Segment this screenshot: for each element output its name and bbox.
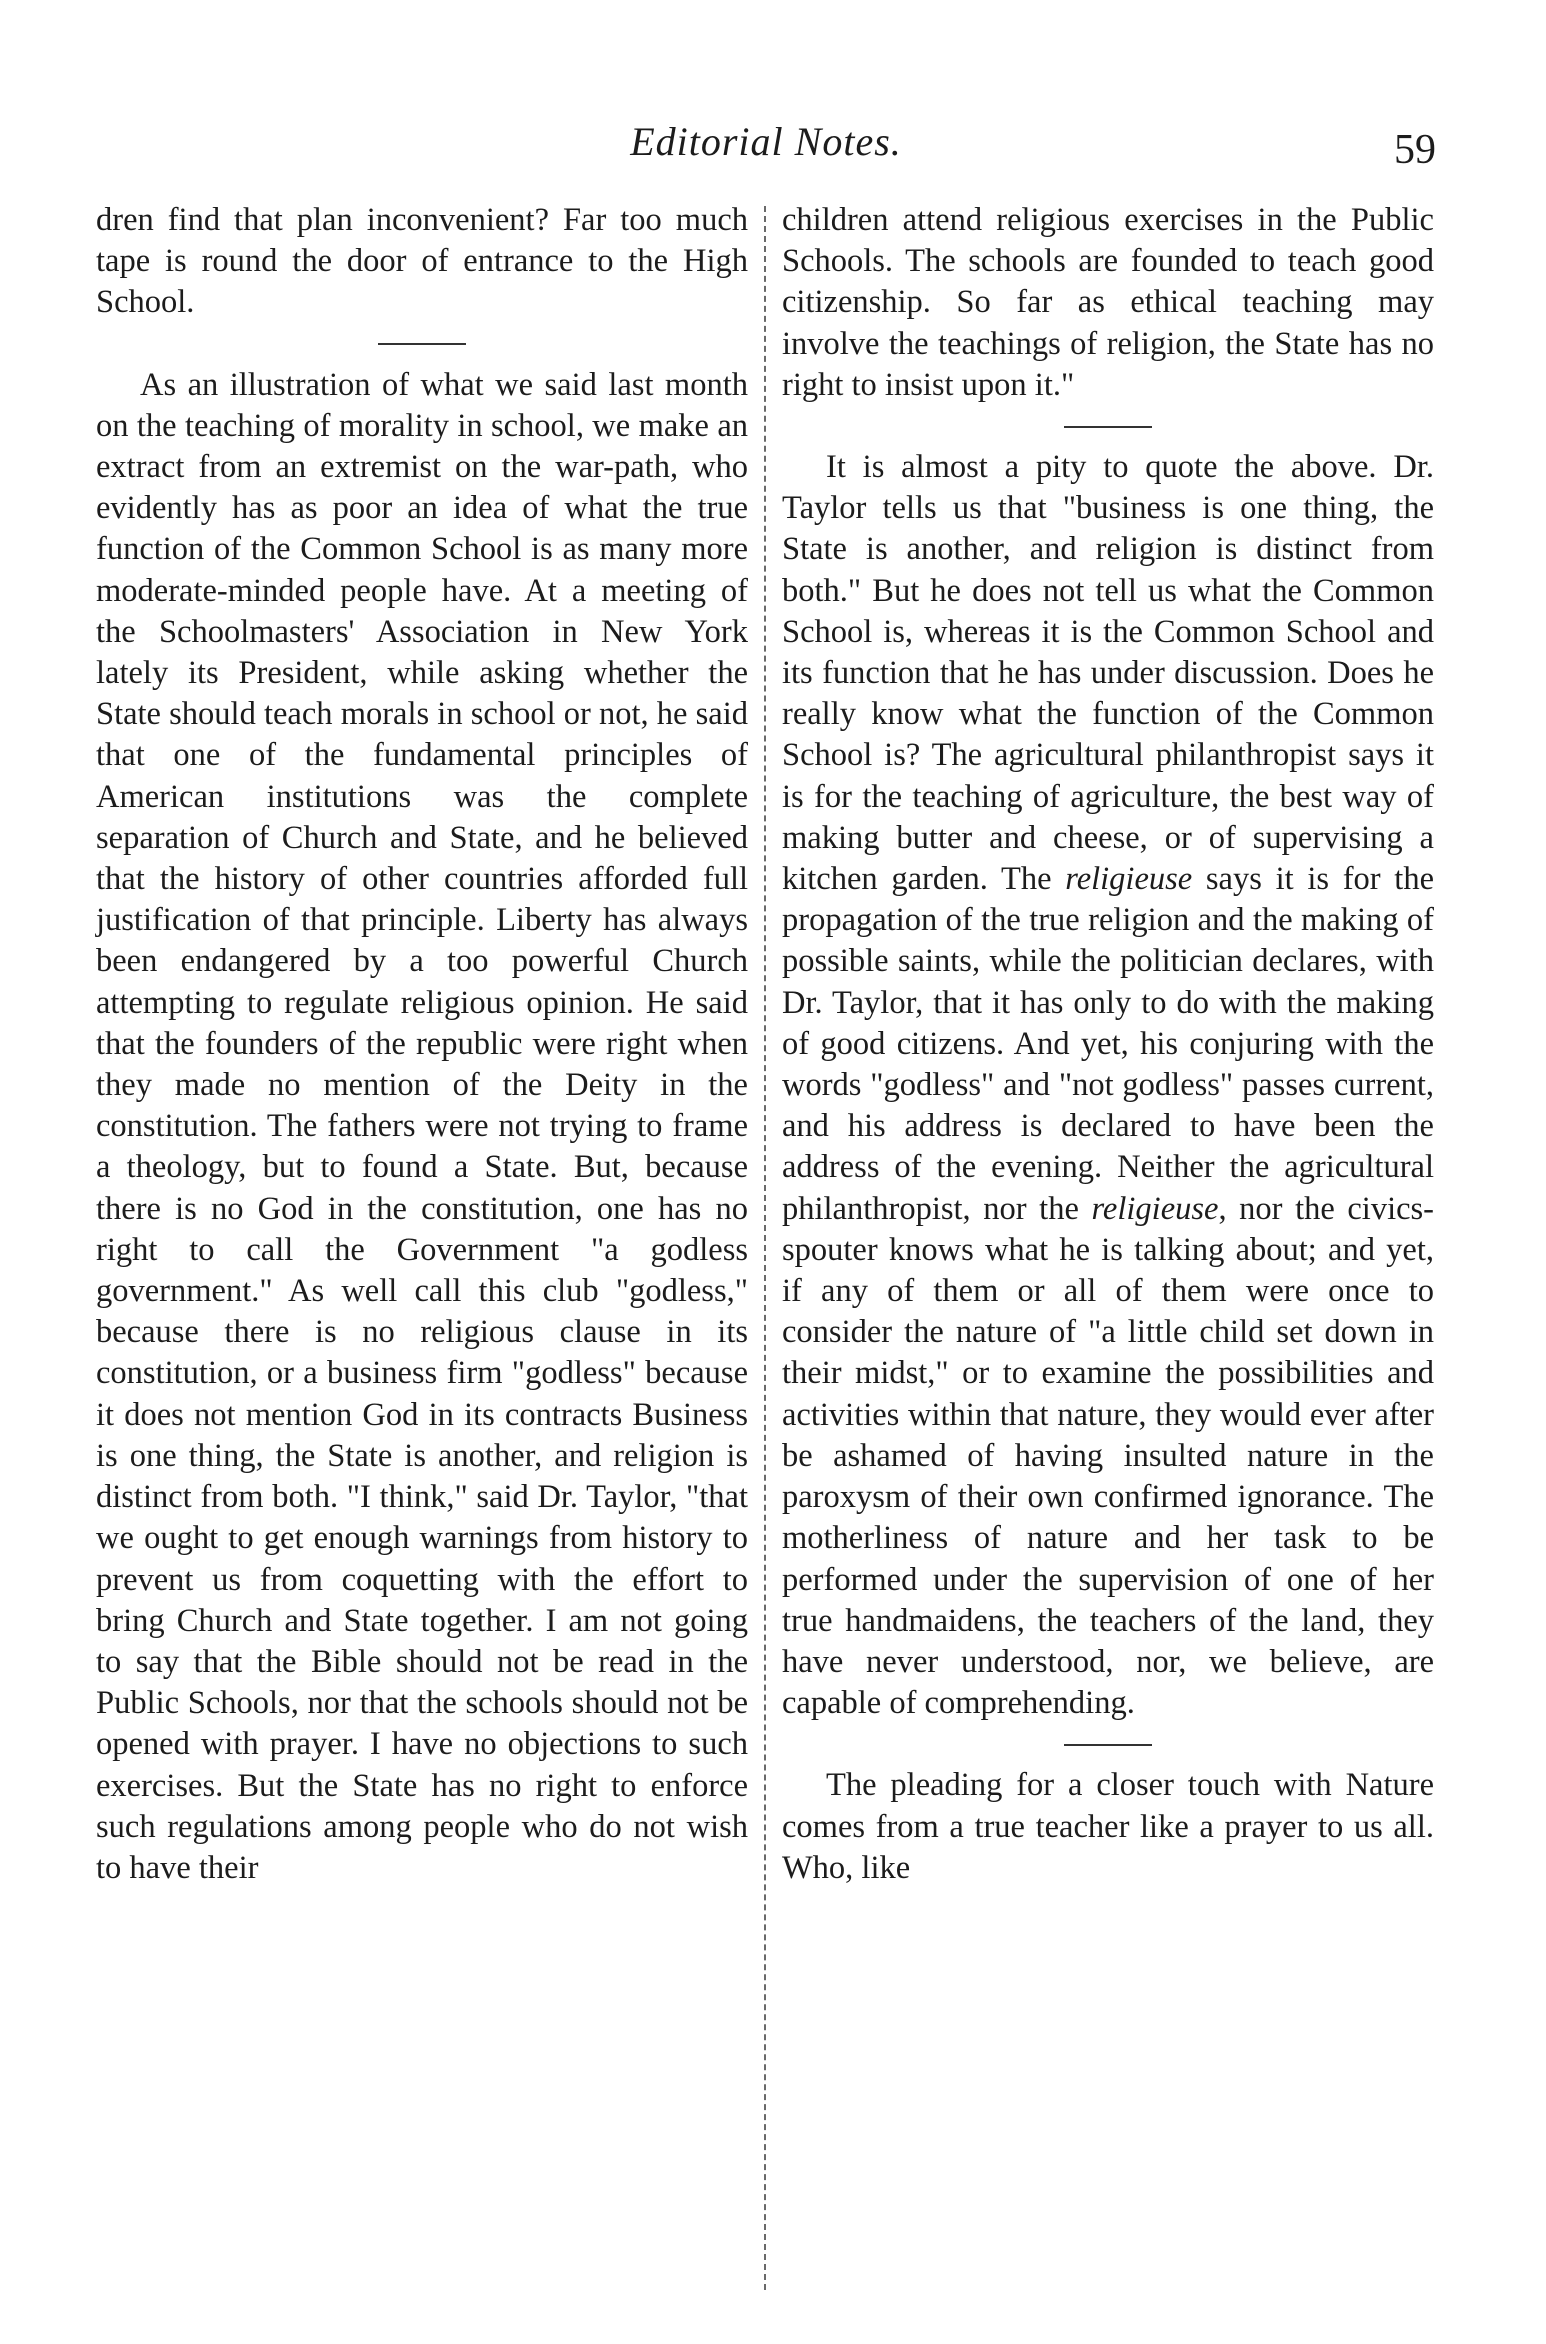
section-divider <box>782 406 1434 447</box>
religieuse-term: religieuse <box>1065 861 1193 898</box>
paragraph-commentary <box>782 447 1434 1724</box>
paragraph-continued-quote: children attend religious exercises in the Public Schools. The schools are founded to teach good citizenship. So far as ethical teaching may involve the teachings of religion, the State has no right to insist upon it." <box>782 202 1434 403</box>
section-divider <box>782 1724 1434 1765</box>
right-column <box>782 200 1434 1889</box>
commentary-text-a: It is almost a pity to quote the above. Dr. Taylor tells us that "business is one thing, the State is another, and religion is distinct from both." But he does not tell us what the Common School is, whereas it is the Common School and its function that he has under discussion. Does he really know what the function of the Common School is? The agricultural philanthropist says it is for the teaching of agriculture, the best way of making butter and cheese, or of supervising a kitchen garden. The <box>782 449 1434 898</box>
left-column <box>96 200 748 1889</box>
commentary-text-c: , nor the civics-spouter knows what he is talking about; and yet, if any of them or all of them were once to consider the nature of "a little child set down in their midst," or to examine the possibilities and activities within that nature, they would ever after be ashamed of having insulted nature in the paroxysm of their own confirmed ignorance. The motherliness of nature and her task to be performed under the supervision of one of her true handmaidens, the teachers of the land, they have never understood, nor, we believe, are capable of comprehending. <box>782 1190 1434 1722</box>
page-number: 59 <box>1394 127 1436 173</box>
page-header <box>96 112 1436 172</box>
running-title: Editorial Notes. <box>630 119 902 164</box>
section-divider <box>96 324 748 365</box>
commentary-text-b: says it is for the propagation of the true religion and the making of possible saints, while the politician declares, with Dr. Taylor, that it has only to do with the making of good citizens. And yet, his conjuring with the words "godless" and "not godless" passes current, and his address is declared to have been the address of the evening. Neither the agricultural philanthropist, nor the <box>782 861 1434 1227</box>
column-rule <box>764 206 766 2290</box>
religieuse-term: religieuse <box>1091 1190 1219 1227</box>
paragraph-continued: dren find that plan inconvenient? Far too much tape is round the door of entrance to the High School. <box>96 202 748 321</box>
paragraph-nature: The pleading for a closer touch with Nature comes from a true teacher like a prayer to us all. Who, like <box>782 1767 1434 1886</box>
paragraph-illustration: As an illustration of what we said last month on the teaching of morality in school, we make an extract from an extremist on the war-path, who evidently has as poor an idea of what the true function of the Common School is as many more moderate-minded people have. At a meeting of the Schoolmasters' Association in New York lately its President, while asking whether the State should teach morals in school or not, he said that one of the fundamental principles of American institutions was the complete separation of Church and State, and he believed that the history of other countries afforded full justification of that principle. Liberty has always been endangered by a too powerful Church attempting to regulate religious opinion. He said that the founders of the republic were right when they made no mention of the Deity in the constitution. The fathers were not trying to frame a theology, but to found a State. But, because there is no God in the constitution, one has no right to call the Government "a godless government." As well call this club "godless," because there is no religious clause in its constitution, or a business firm "godless" because it does not mention God in its contracts Business is one thing, the State is another, and religion is distinct from both. "I think," said Dr. Taylor, "that we ought to get enough warnings from history to prevent us from coquetting with the effort to bring Church and State together. I am not going to say that the Bible should not be read in the Public Schools, nor that the schools should not be opened with prayer. I have no objections to such exercises. But the State has no right to enforce such regulations among people who do not wish to have their <box>96 366 748 1886</box>
